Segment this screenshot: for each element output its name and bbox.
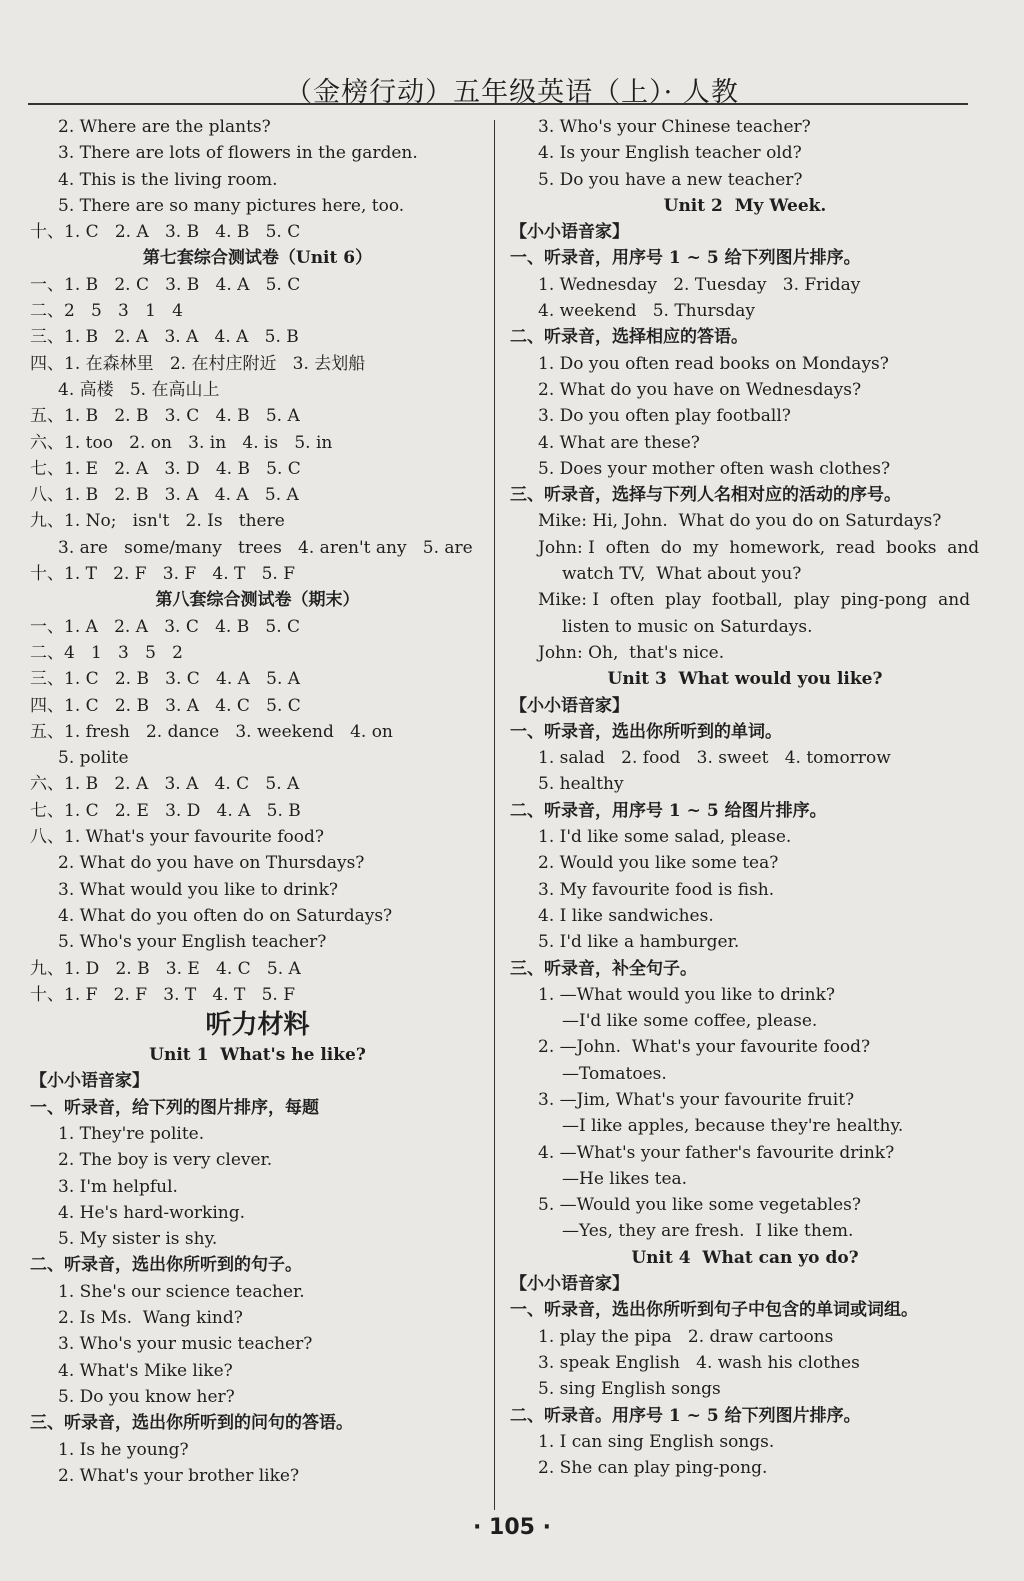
text-line: 二、听录音，用序号 1 ~ 5 给图片排序。: [510, 800, 827, 821]
text-line: 二、4 1 3 5 2: [30, 642, 183, 663]
text-line: 5. Does your mother often wash clothes?: [538, 458, 891, 479]
text-line: 五、1. fresh 2. dance 3. weekend 4. on: [30, 721, 393, 742]
text-line: Mike: Hi, John. What do you do on Saturdays?: [538, 511, 942, 532]
text-line: 5. Who's your English teacher?: [58, 932, 327, 953]
text-line: 2. What's your brother like?: [58, 1465, 300, 1486]
text-line: 4. weekend 5. Thursday: [538, 301, 756, 322]
text-line: 4. He's hard-working.: [58, 1202, 246, 1223]
text-line: 1. Do you often read books on Mondays?: [538, 353, 889, 374]
text-line: 二、听录音，选择相应的答语。: [510, 327, 748, 348]
text-line: 【小小语音家】: [510, 222, 629, 243]
page-header-title: （金榜行动）五年级英语（上）· 人教: [285, 77, 739, 108]
text-line: 2. —John. What's your favourite food?: [538, 1037, 871, 1058]
text-line: listen to music on Saturdays.: [562, 616, 813, 637]
text-line: 一、1. A 2. A 3. C 4. B 5. C: [30, 616, 301, 637]
text-line: 3. Who's your music teacher?: [58, 1334, 313, 1355]
section-heading: 第八套综合测试卷（期末）: [155, 590, 360, 611]
text-line: 2. The boy is very clever.: [58, 1150, 273, 1171]
text-line: watch TV, What about you?: [562, 564, 802, 585]
text-line: 三、听录音，选择与下列人名相对应的活动的序号。: [510, 485, 901, 506]
text-line: 3. speak English 4. wash his clothes: [538, 1352, 860, 1373]
text-line: 5. sing English songs: [538, 1379, 721, 1400]
text-line: 二、听录音。用序号 1 ~ 5 给下列图片排序。: [510, 1405, 861, 1426]
text-line: 3. Do you often play football?: [538, 406, 791, 427]
text-line: John: Oh, that's nice.: [538, 642, 725, 663]
text-line: 1. —What would you like to drink?: [538, 984, 835, 1005]
text-line: 二、2 5 3 1 4: [30, 301, 183, 322]
header-rule: [28, 103, 968, 105]
text-line: 十、1. F 2. F 3. T 4. T 5. F: [30, 984, 296, 1005]
text-line: 1. I can sing English songs.: [538, 1431, 775, 1452]
text-line: 一、听录音，给下列的图片排序，每题: [30, 1097, 319, 1118]
text-line: 4. 高楼 5. 在高山上: [58, 379, 220, 400]
text-line: 八、1. What's your favourite food?: [30, 827, 324, 848]
text-line: 2. Would you like some tea?: [538, 853, 779, 874]
section-heading: Unit 3 What would you like?: [607, 669, 883, 690]
column-divider: [494, 120, 495, 1510]
text-line: 3. are some/many trees 4. aren't any 5. are: [58, 537, 473, 558]
text-line: 三、听录音，选出你所听到的问句的答语。: [30, 1413, 353, 1434]
text-line: —Tomatoes.: [562, 1063, 667, 1084]
text-line: —He likes tea.: [562, 1168, 688, 1189]
text-line: 一、听录音，选出你所听到的单词。: [510, 721, 782, 742]
text-line: 5. Do you have a new teacher?: [538, 169, 803, 190]
text-line: 4. This is the living room.: [58, 169, 278, 190]
text-line: 5. There are so many pictures here, too.: [58, 195, 405, 216]
text-line: 七、1. E 2. A 3. D 4. B 5. C: [30, 458, 301, 479]
text-line: 1. She's our science teacher.: [58, 1281, 305, 1302]
text-line: —I'd like some coffee, please.: [562, 1011, 818, 1032]
text-line: 1. play the pipa 2. draw cartoons: [538, 1326, 834, 1347]
section-heading: Unit 4 What can yo do?: [631, 1247, 859, 1268]
text-line: 5. polite: [58, 748, 129, 769]
text-line: 八、1. B 2. B 3. A 4. A 5. A: [30, 485, 299, 506]
left-column: [30, 114, 485, 1489]
text-line: 一、听录音，用序号 1 ~ 5 给下列图片排序。: [510, 248, 861, 269]
text-line: 【小小语音家】: [510, 1274, 629, 1295]
text-line: 5. —Would you like some vegetables?: [538, 1195, 862, 1216]
section-heading: Unit 1 What's he like?: [149, 1045, 366, 1066]
text-line: 一、听录音，选出你所听到句子中包含的单词或词组。: [510, 1300, 918, 1321]
text-line: 4. Is your English teacher old?: [538, 143, 802, 164]
section-heading: Unit 2 My Week.: [663, 195, 827, 216]
section-heading: 第七套综合测试卷（Unit 6）: [142, 248, 373, 269]
text-line: 六、1. B 2. A 3. A 4. C 5. A: [30, 774, 300, 795]
text-line: 2. What do you have on Wednesdays?: [538, 379, 862, 400]
right-column: [510, 114, 980, 1481]
text-line: 九、1. D 2. B 3. E 4. C 5. A: [30, 958, 301, 979]
text-line: 六、1. too 2. on 3. in 4. is 5. in: [30, 432, 333, 453]
text-line: 2. She can play ping-pong.: [538, 1458, 768, 1479]
text-line: —Yes, they are fresh. I like them.: [562, 1221, 854, 1242]
page-number: · 105 ·: [473, 1515, 551, 1540]
text-line: 3. Who's your Chinese teacher?: [538, 117, 811, 137]
text-line: 4. —What's your father's favourite drink?: [538, 1142, 895, 1163]
text-line: 1. salad 2. food 3. sweet 4. tomorrow: [538, 748, 891, 769]
text-line: 3. What would you like to drink?: [58, 879, 338, 900]
text-line: 4. I like sandwiches.: [538, 905, 714, 926]
text-line: 1. Is he young?: [58, 1439, 189, 1460]
text-line: 4. What do you often do on Saturdays?: [58, 905, 393, 926]
text-line: 3. —Jim, What's your favourite fruit?: [538, 1089, 855, 1110]
text-line: 5. My sister is shy.: [58, 1229, 218, 1250]
text-line: 七、1. C 2. E 3. D 4. A 5. B: [30, 800, 301, 821]
text-line: 1. I'd like some salad, please.: [538, 827, 792, 848]
text-line: 【小小语音家】: [510, 695, 629, 716]
text-line: 3. My favourite food is fish.: [538, 879, 775, 900]
text-line: 【小小语音家】: [30, 1071, 149, 1092]
text-line: 四、1. 在森林里 2. 在村庄附近 3. 去划船: [30, 353, 366, 374]
text-line: 2. What do you have on Thursdays?: [58, 853, 365, 874]
text-line: 4. What are these?: [538, 432, 700, 453]
text-line: 二、听录音，选出你所听到的句子。: [30, 1255, 302, 1276]
text-line: 2. Where are the plants?: [58, 117, 271, 137]
text-line: 三、1. B 2. A 3. A 4. A 5. B: [30, 327, 299, 348]
text-line: John: I often do my homework, read books and: [538, 537, 980, 558]
text-line: 3. There are lots of flowers in the garden.: [58, 143, 418, 164]
text-line: 三、听录音，补全句子。: [510, 958, 697, 979]
text-line: 5. Do you know her?: [58, 1386, 235, 1407]
text-line: 4. What's Mike like?: [58, 1360, 233, 1381]
text-line: 三、1. C 2. B 3. C 4. A 5. A: [30, 669, 301, 690]
text-line: 五、1. B 2. B 3. C 4. B 5. A: [30, 406, 300, 427]
text-line: 四、1. C 2. B 3. A 4. C 5. C: [30, 695, 301, 716]
text-line: 1. They're polite.: [58, 1123, 205, 1144]
text-line: 3. I'm helpful.: [58, 1176, 178, 1197]
text-line: 5. healthy: [538, 774, 624, 795]
text-line: 5. I'd like a hamburger.: [538, 932, 740, 953]
section-heading: 听力材料: [205, 1010, 310, 1041]
text-line: 九、1. No; isn't 2. Is there: [30, 511, 285, 532]
text-line: 十、1. C 2. A 3. B 4. B 5. C: [30, 222, 301, 243]
text-line: 1. Wednesday 2. Tuesday 3. Friday: [538, 274, 861, 295]
text-line: —I like apples, because they're healthy.: [562, 1116, 904, 1137]
text-line: 十、1. T 2. F 3. F 4. T 5. F: [30, 564, 296, 585]
text-line: 2. Is Ms. Wang kind?: [58, 1308, 243, 1329]
text-line: Mike: I often play football, play ping-pong and: [538, 590, 971, 611]
text-line: 一、1. B 2. C 3. B 4. A 5. C: [30, 274, 301, 295]
